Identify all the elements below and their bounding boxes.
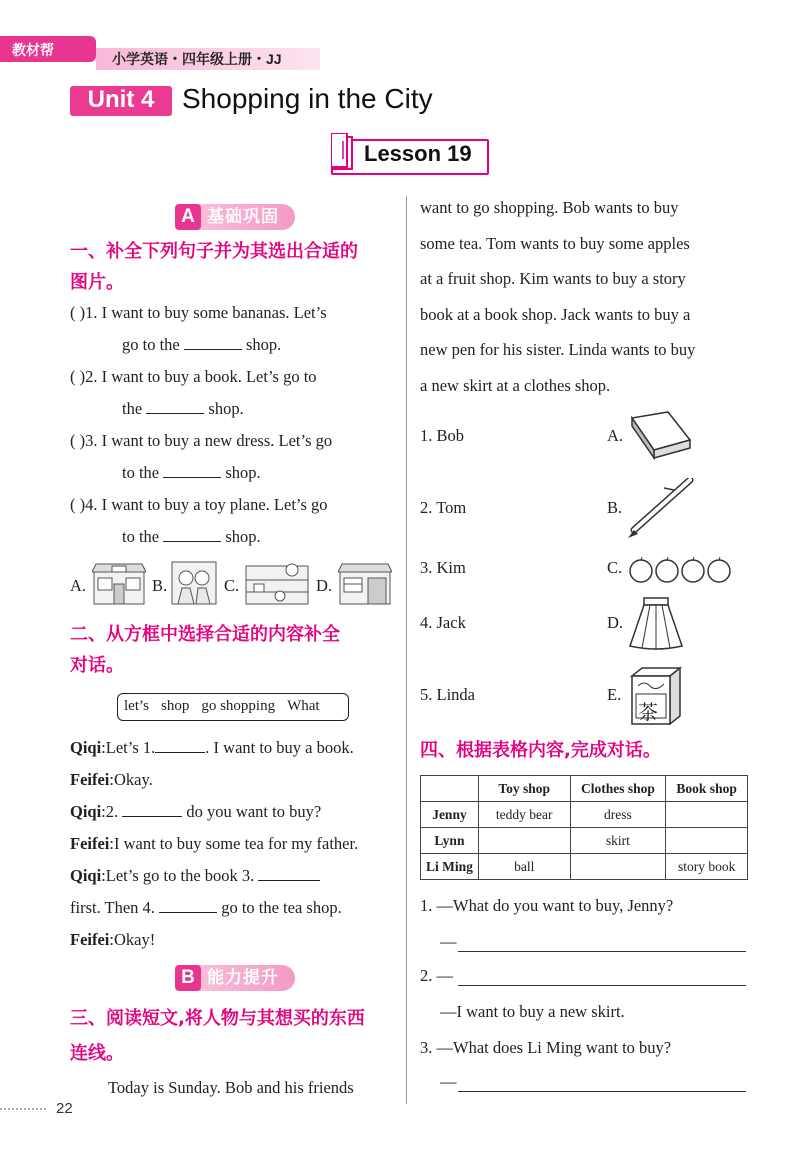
table-cell — [666, 802, 748, 828]
fill-blank[interactable] — [159, 899, 217, 913]
question-3: 3. —What does Li Ming want to buy? — [420, 1038, 672, 1057]
dialogue-line: Feifei:I want to buy some tea for my father. — [70, 834, 359, 853]
table-header-cell: Book shop — [666, 776, 748, 802]
table-row — [421, 802, 748, 828]
section-b-label: 能力提升 — [207, 968, 279, 988]
match-letter-a[interactable]: A. — [607, 426, 624, 445]
answer-bracket[interactable]: ( ) — [70, 431, 86, 450]
table-cell — [666, 828, 748, 854]
answer-line-3[interactable] — [458, 1091, 746, 1092]
match-letter-c[interactable]: C. — [607, 558, 623, 577]
shop-a-illustration — [92, 562, 146, 606]
word-option: What — [287, 698, 320, 714]
unit-badge: Unit 4 — [70, 86, 172, 116]
clothes-shop-illustration — [170, 560, 218, 606]
column-divider — [406, 196, 407, 1104]
part1-item-2: ( )2. I want to buy a book. Let’s go to the shop. — [70, 367, 317, 418]
shopping-table — [420, 775, 748, 880]
unit-title: Shopping in the City — [182, 83, 433, 114]
option-b-label: B. — [152, 576, 168, 595]
match-person-kim[interactable]: 3. Kim — [420, 558, 466, 577]
part4-heading: 四、根据表格内容,完成对话。 — [420, 740, 661, 761]
table-cell — [478, 828, 570, 854]
answer-line-1[interactable] — [458, 951, 746, 952]
pen-icon — [624, 478, 694, 540]
row-header: Lynn — [421, 828, 479, 854]
dialogue-line: Qiqi:2. do you want to buy? — [70, 802, 322, 821]
toy-shop-illustration — [244, 560, 310, 606]
word-option: let’s — [124, 698, 149, 714]
answer-bracket[interactable]: ( ) — [70, 367, 86, 386]
section-b-badge — [175, 965, 295, 991]
book-icon — [331, 133, 355, 173]
part1-item-3: ( )3. I want to buy a new dress. Let’s go to the shop. — [70, 431, 333, 482]
table-cell: story book — [666, 854, 748, 880]
section-a-badge — [175, 204, 295, 230]
table-header-cell — [421, 776, 479, 802]
fill-blank[interactable] — [155, 739, 205, 753]
match-person-bob[interactable]: 1. Bob — [420, 426, 465, 445]
dialogue — [70, 738, 400, 962]
tea-label: 茶 — [638, 700, 658, 724]
skirt-icon — [626, 596, 686, 652]
match-letter-b[interactable]: B. — [607, 498, 623, 517]
book-icon — [628, 410, 692, 462]
lesson-title: Lesson 19 — [364, 141, 472, 166]
brand-tag: 教材帮 — [0, 36, 96, 62]
part1-items — [70, 303, 400, 559]
dialogue-line: Qiqi:Let’s go to the book 3. — [70, 866, 400, 898]
dialogue-line: Qiqi:Let’s 1. . I want to buy a book. — [70, 738, 354, 757]
match-person-jack[interactable]: 4. Jack — [420, 613, 466, 632]
part2-heading: 二、从方框中选择合适的内容补全 对话。 — [70, 624, 340, 676]
answer-bracket[interactable]: ( ) — [70, 495, 86, 514]
table-header-cell: Clothes shop — [570, 776, 666, 802]
answer-2: —I want to buy a new skirt. — [440, 1002, 625, 1021]
dialogue-line: Feifei:Okay. — [70, 770, 153, 789]
table-cell: skirt — [570, 828, 666, 854]
answer-dash-3: — — [440, 1072, 457, 1091]
word-option: shop — [161, 698, 190, 714]
dialogue-line: first. Then 4. go to the tea shop. — [70, 898, 342, 917]
table-cell — [570, 854, 666, 880]
option-a-label: A. — [70, 576, 87, 595]
answer-dash-1: — — [440, 932, 457, 951]
fill-blank[interactable] — [184, 336, 242, 350]
section-a-letter: A — [175, 204, 201, 230]
book-subtitle: 小学英语・四年级上册・JJ — [112, 51, 282, 67]
word-option: go shopping — [201, 698, 276, 714]
shop-d-illustration — [338, 562, 392, 606]
table-cell: dress — [570, 802, 666, 828]
option-d-label: D. — [316, 576, 333, 595]
row-header: Li Ming — [421, 854, 479, 880]
row-header: Jenny — [421, 802, 479, 828]
option-c-label: C. — [224, 576, 240, 595]
table-row — [421, 854, 748, 880]
part1-item-1: ( )1. I want to buy some bananas. Let’s go to the shop. — [70, 303, 327, 354]
part1-item-4: ( )4. I want to buy a toy plane. Let’s go to the shop. — [70, 495, 328, 546]
page-number-rule — [0, 1108, 46, 1110]
answer-bracket[interactable]: ( ) — [70, 303, 86, 322]
section-a-label: 基础巩固 — [207, 207, 279, 227]
part3-heading: 三、阅读短文,将人物与其想买的东西 连线。 — [70, 1008, 365, 1064]
match-letter-e[interactable]: E. — [607, 685, 622, 704]
fill-blank[interactable] — [258, 867, 320, 881]
table-header-cell: Toy shop — [478, 776, 570, 802]
passage-continued: want to go shopping. Bob wants to buy some tea. Tom wants to buy some apples at a fruit shop. Kim wants to buy a story book at a book shop. Jack wants to buy a new pen for his sister. Linda wants to buy a new skirt at a clothes shop. — [420, 198, 696, 395]
fill-blank[interactable] — [146, 400, 204, 414]
question-2: 2. — — [420, 966, 453, 985]
table-row — [421, 828, 748, 854]
passage-first-line: Today is Sunday. Bob and his friends — [108, 1078, 354, 1097]
dialogue-line: Feifei:Okay! — [70, 930, 156, 949]
word-box — [117, 693, 349, 721]
section-b-letter: B — [175, 965, 201, 991]
match-person-linda[interactable]: 5. Linda — [420, 685, 475, 704]
table-cell: ball — [478, 854, 570, 880]
table-cell: teddy bear — [478, 802, 570, 828]
apples-icon — [628, 556, 732, 584]
part1-heading: 一、补全下列句子并为其选出合适的 图片。 — [70, 241, 358, 293]
page-number: 22 — [56, 1100, 73, 1117]
match-person-tom[interactable]: 2. Tom — [420, 498, 467, 517]
question-line-2[interactable] — [458, 985, 746, 986]
table-header-row — [421, 776, 748, 802]
match-letter-d[interactable]: D. — [607, 613, 624, 632]
question-1: 1. —What do you want to buy, Jenny? — [420, 896, 674, 915]
fill-blank[interactable] — [163, 464, 221, 478]
fill-blank[interactable] — [122, 803, 182, 817]
fill-blank[interactable] — [163, 528, 221, 542]
